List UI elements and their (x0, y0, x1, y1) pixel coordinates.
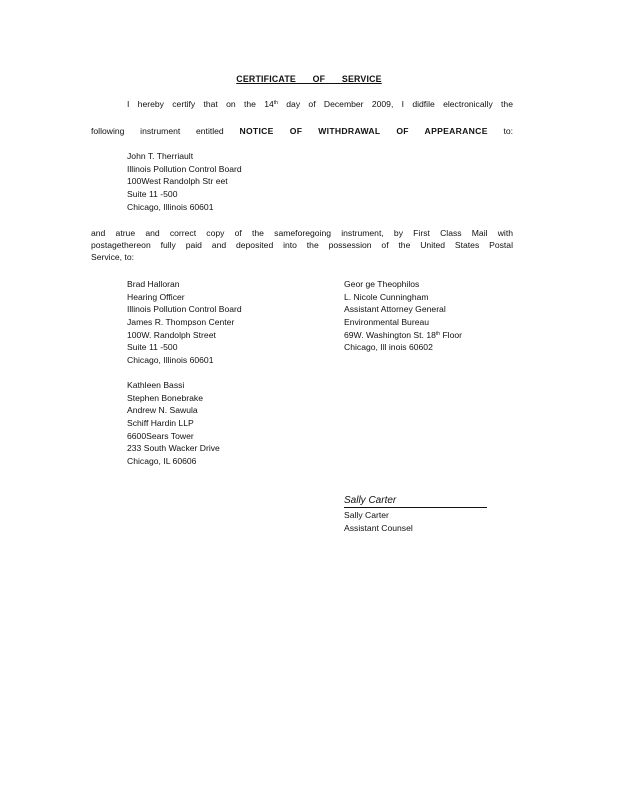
recipient-hearing-officer (127, 278, 242, 367)
signatory-block (344, 509, 413, 534)
address-line: John T. Therriault (127, 151, 194, 161)
line-text: day of December 2009, I didfile electronically the (286, 99, 513, 109)
superscript: th (435, 330, 441, 337)
signature-line (344, 495, 487, 508)
address-line: Chicago, IL 60606 (127, 456, 197, 467)
recipient-schiff-hardin (127, 379, 220, 468)
paragraph-2-line-3: Service, to: (91, 252, 134, 262)
address-line: Assistant Attorney General (344, 304, 446, 315)
line-text: I hereby certify that on the 14 (127, 99, 274, 109)
address-line: Chicago, Illinois 60601 (127, 201, 214, 212)
address-line: Illinois Pollution Control Board (127, 163, 242, 174)
recipient-board-clerk (127, 150, 242, 213)
address-line: 233 South Wacker Drive (127, 443, 220, 454)
line-text: following instrument entitled (91, 126, 224, 136)
address-line (344, 329, 462, 342)
address-line: Brad Halloran (127, 279, 180, 289)
address-line: Hearing Officer (127, 291, 185, 302)
line-text: 69W. Washington St. 18 (344, 329, 436, 340)
address-line: Geor ge Theophilos (344, 279, 420, 289)
address-line: Kathleen Bassi (127, 380, 185, 390)
address-line: Stephen Bonebrake (127, 392, 203, 403)
address-line: Chicago, Ill inois 60602 (344, 342, 433, 353)
superscript: th (273, 100, 278, 106)
recipient-attorney-general (344, 278, 462, 354)
document-title (0, 73, 618, 85)
document-entitled: NOTICE OF WITHDRAWAL OF APPEARANCE (239, 126, 488, 136)
address-line: 100West Randolph Str eet (127, 176, 228, 187)
address-line: Illinois Pollution Control Board (127, 304, 242, 315)
line-text: Floor (442, 329, 463, 340)
address-line: Suite 11 -500 (127, 342, 178, 353)
address-line: Suite 11 -500 (127, 189, 178, 200)
signatory-name: Sally Carter (344, 510, 389, 520)
address-line: Andrew N. Sawula (127, 405, 198, 416)
paragraph-2-line-2: postagethereon fully paid and deposited into the possession of the United States Postal (91, 240, 513, 250)
signatory-title: Assistant Counsel (344, 522, 413, 533)
title-text: CERTIFICATE OF SERVICE (236, 74, 382, 84)
address-line: 100W. Randolph Street (127, 329, 216, 340)
paragraph-1-line-2 (91, 125, 513, 138)
address-line: 6600Sears Tower (127, 430, 194, 441)
address-line: Environmental Bureau (344, 317, 430, 328)
paragraph-1-line-1 (91, 98, 513, 111)
address-line: Chicago, Illinois 60601 (127, 355, 214, 366)
signature-script: Sally Carter (344, 495, 397, 506)
address-line: Schiff Hardin LLP (127, 418, 194, 429)
address-line: James R. Thompson Center (127, 317, 235, 328)
address-line: L. Nicole Cunningham (344, 291, 429, 302)
paragraph-2-line-1: and atrue and correct copy of the sameforegoing instrument, by First Class Mail with (91, 228, 513, 238)
line-text: to: (503, 126, 514, 136)
